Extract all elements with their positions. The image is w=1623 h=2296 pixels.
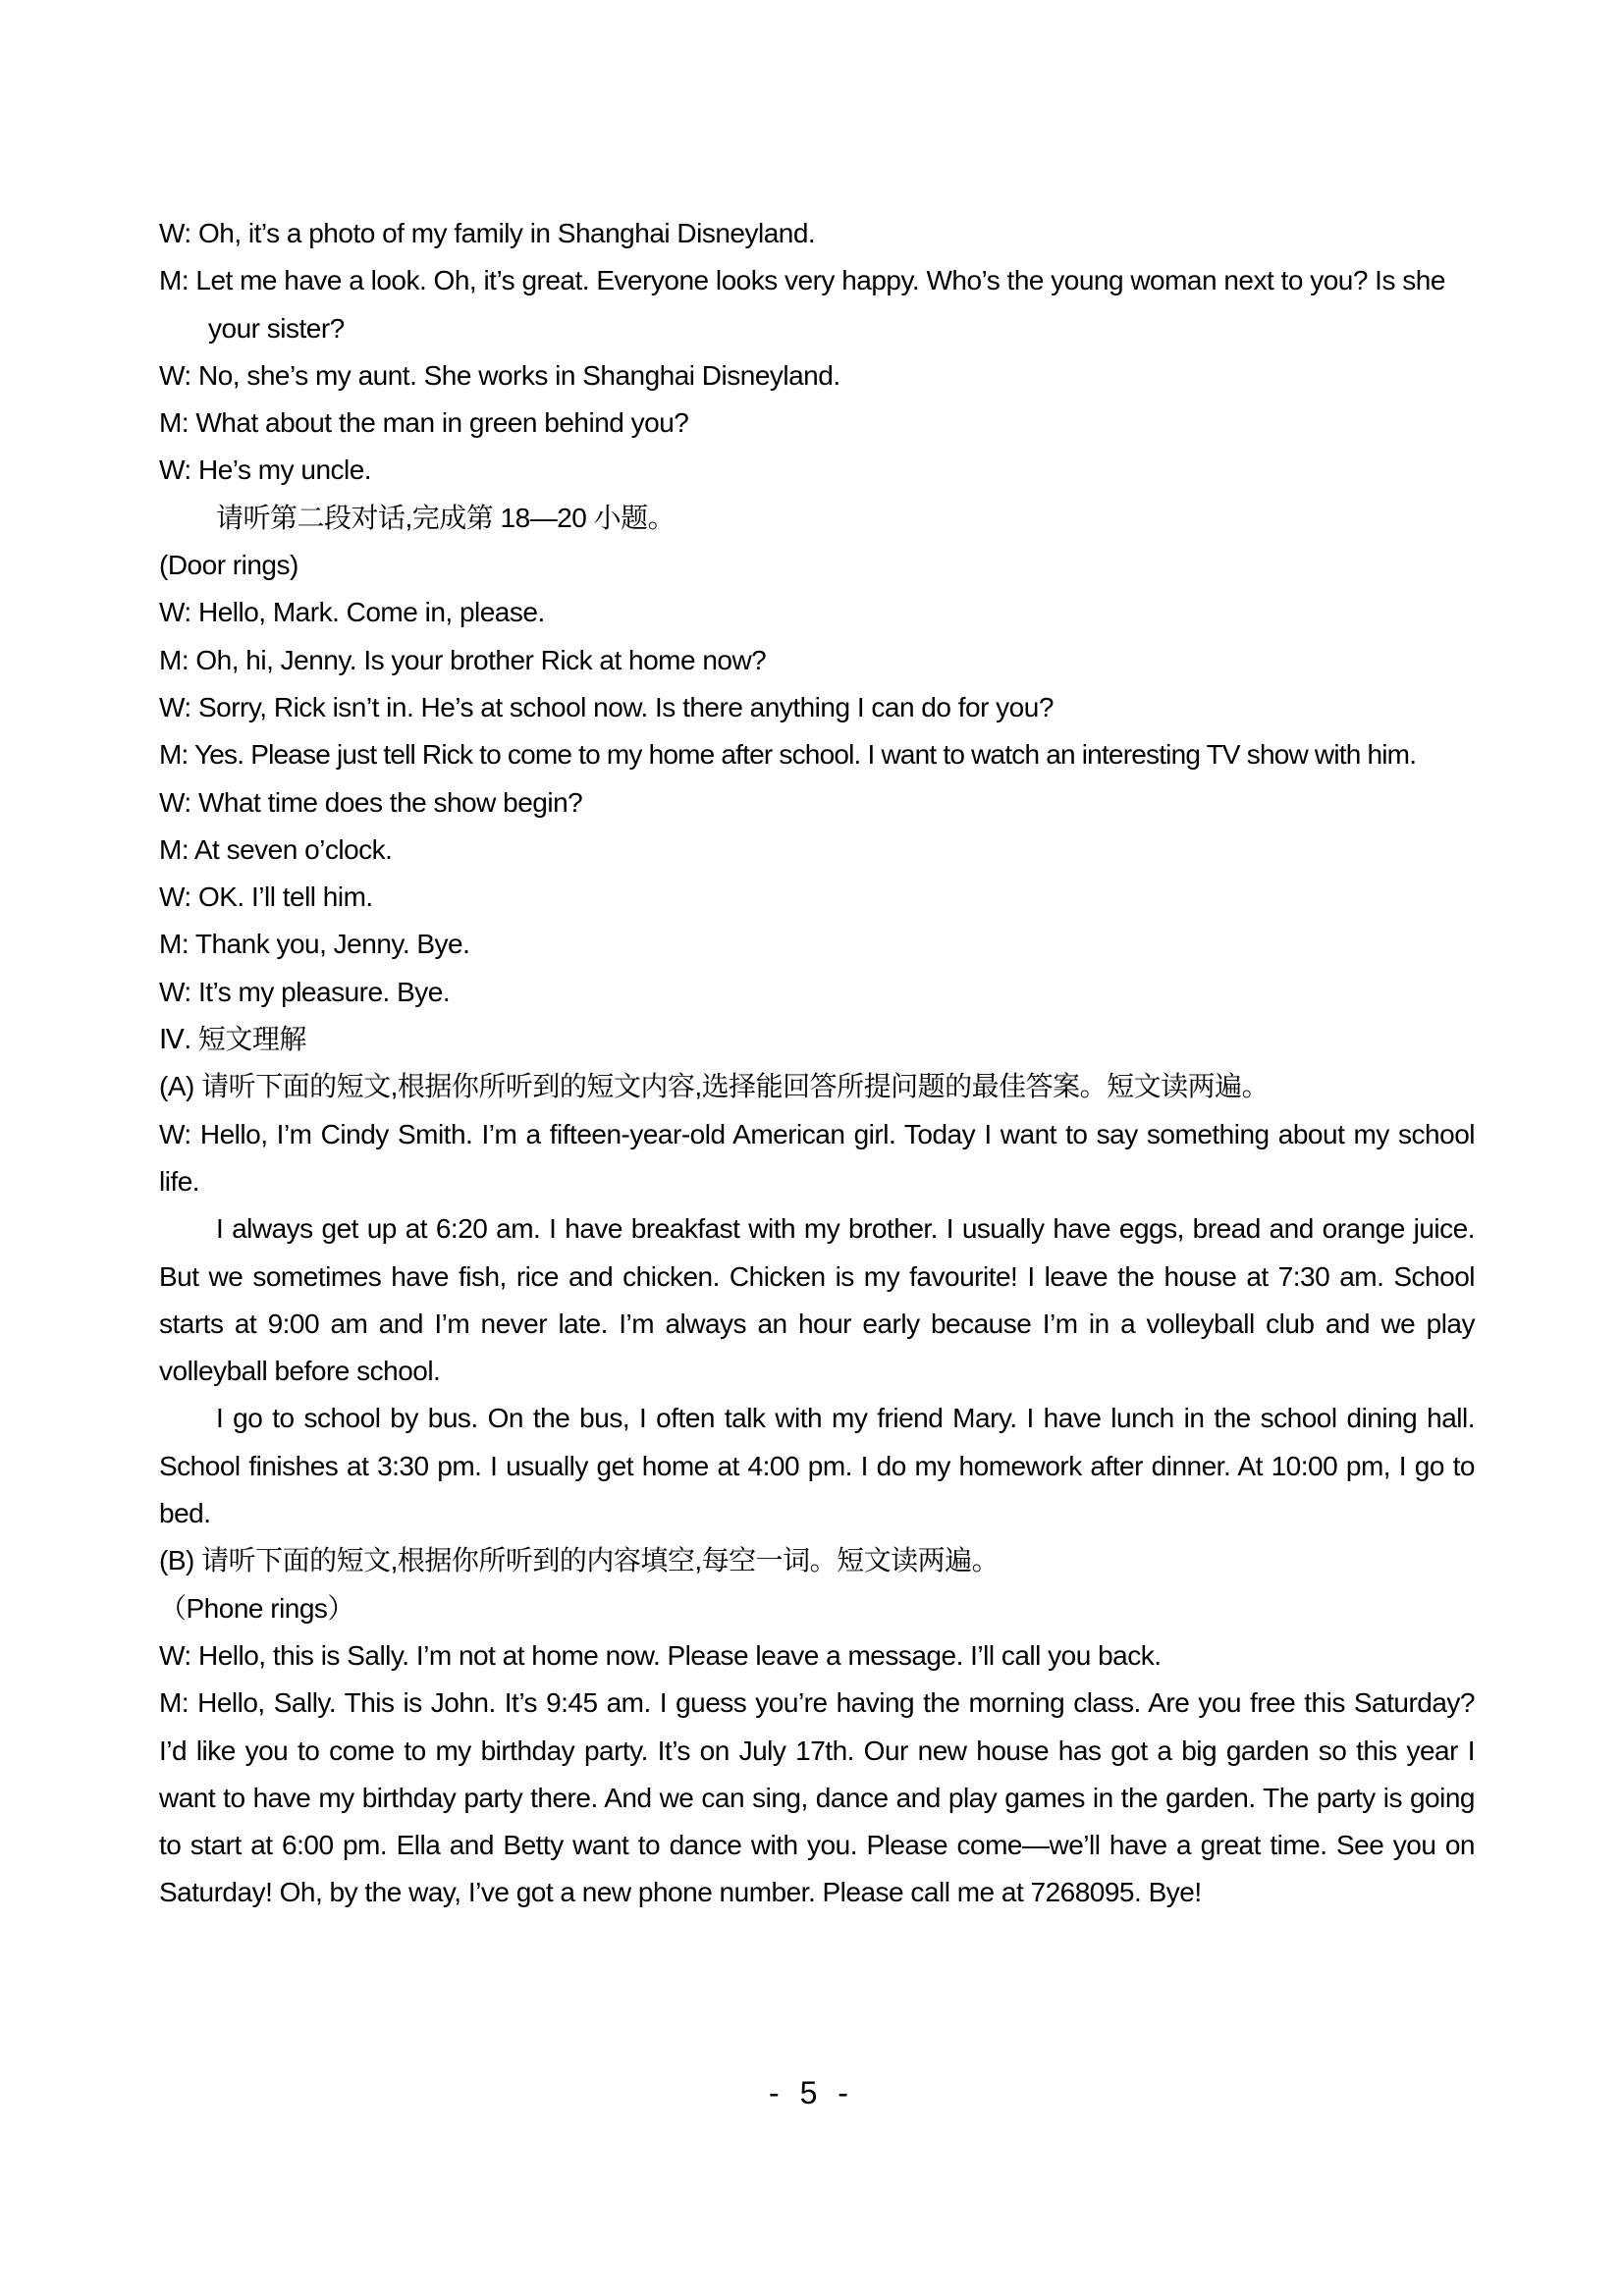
passage-a-paragraph: I go to school by bus. On the bus, I often talk with my friend Mary. I have lunch in the school dining hall. School finishes at 3:30 pm. I usually get home at 4:00 pm. I do my homework after dinner. At 10:00 pm, I go to bed. <box>159 1403 1475 1529</box>
dialogue1-line: M: What about the man in green behind you? <box>159 407 689 439</box>
passage-a-paragraph: I always get up at 6:20 am. I have breakfast with my brother. I usually have eggs, bread and orange juice. But we sometimes have fish, rice and chicken. Chicken is my favourite! I leave the house at 7:30 am. School starts at 9:00 am and I’m never late. I’m always an hour early because I’m in a volleyball club and we play volleyball before school. <box>159 1213 1475 1387</box>
dialogue2-line: W: Sorry, Rick isn’t in. He’s at school now. Is there anything I can do for you? <box>159 691 1054 722</box>
dialogue2-line: M: Thank you, Jenny. Bye. <box>159 929 470 960</box>
passage-b-stage-direction: （Phone rings） <box>159 1592 354 1624</box>
passage-a-instruction: (A) 请听下面的短文,根据你所听到的短文内容,选择能回答所提问题的最佳答案。短文读两遍。 <box>159 1071 1270 1102</box>
passage-b-line: W: Hello, this is Sally. I’m not at home now. Please leave a message. I’ll call you back. <box>159 1639 1162 1671</box>
section-heading: Ⅳ. 短文理解 <box>159 1024 306 1055</box>
dialogue2-line: W: OK. I’ll tell him. <box>159 881 373 913</box>
dialogue2-line: M: Oh, hi, Jenny. Is your brother Rick at home now? <box>159 644 767 675</box>
dialogue2-instruction: 请听第二段对话,完成第 18—20 小题。 <box>216 502 676 533</box>
passage-a-paragraph: W: Hello, I’m Cindy Smith. I’m a fifteen-year-old American girl. Today I want to say something about my school life. <box>159 1118 1475 1197</box>
page-number: - 5 - <box>769 2075 854 2110</box>
dialogue2-line: W: It’s my pleasure. Bye. <box>159 976 451 1007</box>
dialogue2-line: W: What time does the show begin? <box>159 786 583 818</box>
dialogue2-line: W: Hello, Mark. Come in, please. <box>159 597 545 628</box>
dialogue2-line: M: At seven o’clock. <box>159 833 393 865</box>
document-body <box>159 210 1475 1917</box>
dialogue1-line: M: Let me have a look. Oh, it’s great. Everyone looks very happy. Who’s the young woman next to you? Is she <box>159 265 1445 296</box>
passage-b-paragraph: M: Hello, Sally. This is John. It’s 9:45 am. I guess you’re having the morning class. Are you free this Saturday? I’d like you to come to my birthday party. It’s on July 17th. Our new house has got a big garden so this year I want to have my birthday party there. And we can sing, dance and play games in the garden. The party is going to start at 6:00 pm. Ella and Betty want to dance with you. Please come—we’ll have a great time. See you on Saturday! Oh, by the way, I’ve got a new phone number. Please call me at 7268095. Bye! <box>159 1687 1475 1908</box>
dialogue1-line: W: He’s my uncle. <box>159 454 372 486</box>
dialogue2-line: M: Yes. Please just tell Rick to come to my home after school. I want to watch an interesting TV show with him. <box>159 739 1417 771</box>
dialogue1-line: W: Oh, it’s a photo of my family in Shanghai Disneyland. <box>159 218 816 248</box>
passage-b-instruction: (B) 请听下面的短文,根据你所听到的内容填空,每空一词。短文读两遍。 <box>159 1545 1000 1576</box>
dialogue1-line: W: No, she’s my aunt. She works in Shanghai Disneyland. <box>159 359 840 391</box>
dialogue2-stage-direction: (Door rings) <box>159 550 298 581</box>
dialogue1-line-continued: your sister? <box>208 312 345 344</box>
